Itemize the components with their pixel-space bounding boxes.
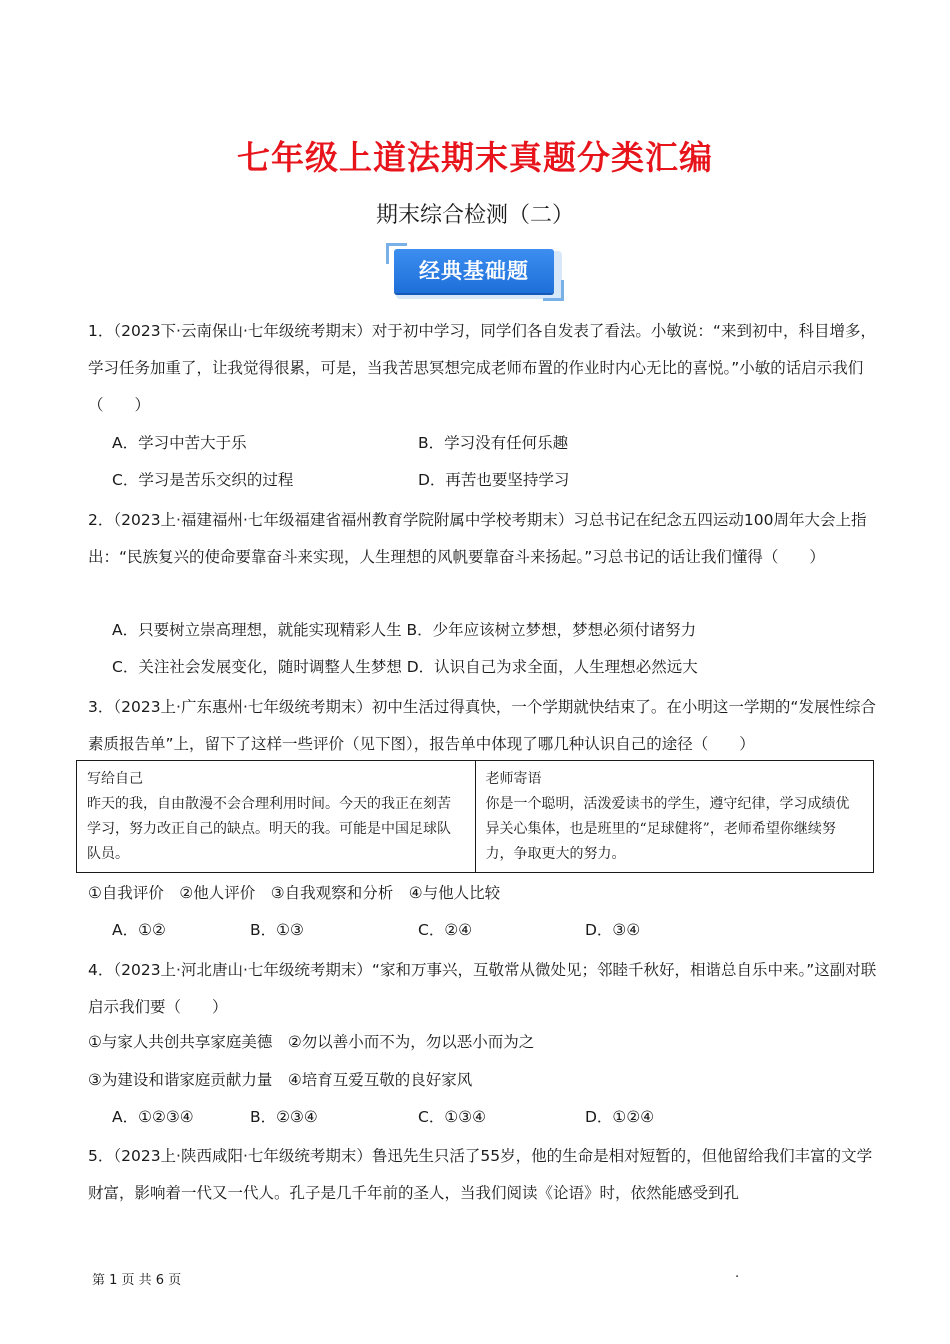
question-3-option-d: D．③④ xyxy=(585,921,641,939)
self-evaluation-body: 昨天的我，自由散漫不会合理利用时间。今天的我正在刻苦学习，努力改正自己的缺点。明天的我。可能是中国足球队队员。 xyxy=(87,796,451,862)
self-evaluation-cell xyxy=(77,761,475,872)
page-number: 第 1 页 共 6 页 xyxy=(92,1273,182,1288)
teacher-comment-cell xyxy=(475,761,874,872)
question-1-option-d: D．再苦也要坚持学习 xyxy=(418,471,570,489)
teacher-comment-body: 你是一个聪明，活泼爱读书的学生，遵守纪律，学习成绩优异关心集体，也是班里的“足球健将”，老师希望你继续努力，争取更大的努力。 xyxy=(485,796,850,862)
section-badge-label: 经典基础题 xyxy=(394,249,554,293)
question-1-text: 1．（2023下·云南保山·七年级统考期末）对于初中学习，同学们各自发表了看法。小敏说：“来到初中，科目增多，学习任务加重了，让我觉得很累，可是，当我苦思冥想完成老师布置的作业时内心无比的喜悦。”小敏的话启示我们（ ） xyxy=(88,322,876,414)
document-title: 七年级上道法期末真题分类汇编 xyxy=(237,138,713,177)
question-3-option-a: A．①② xyxy=(112,921,166,939)
question-4-option-a: A．①②③④ xyxy=(112,1108,194,1126)
teacher-comment-heading: 老师寄语 xyxy=(485,771,542,787)
question-1-option-c: C．学习是苦乐交织的过程 xyxy=(112,471,294,489)
question-1-option-a: A．学习中苦大于乐 xyxy=(112,434,247,452)
question-2-options-ab: A．只要树立崇高理想，就能实现精彩人生 B．少年应该树立梦想，梦想必须付诸努力 xyxy=(112,621,697,639)
question-2-options-cd: C．关注社会发展变化，随时调整人生梦想 D．认识自己为求全面，人生理想必然远大 xyxy=(112,658,698,676)
question-2-text: 2．（2023上·福建福州·七年级福建省福州教育学院附属中学校考期末）习总书记在纪念五四运动100周年大会上指出：“民族复兴的使命要靠奋斗来实现，人生理想的风帆要靠奋斗来扬起。”习总书记的话让我们懂得（ ） xyxy=(88,511,867,566)
question-4-option-c: C．①③④ xyxy=(418,1108,487,1126)
question-4-text: 4．（2023上·河北唐山·七年级统考期末）“家和万事兴，互敬常从微处见；邻睦千秋好，相谐总自乐中来。”这副对联启示我们要（ ） xyxy=(88,961,877,1016)
question-1-option-b: B．学习没有任何乐趣 xyxy=(418,434,569,452)
evaluation-table xyxy=(76,760,874,873)
self-evaluation-heading: 写给自己 xyxy=(87,771,143,787)
question-3-option-c: C．②④ xyxy=(418,921,473,939)
section-badge xyxy=(386,243,564,301)
question-3-text: 3．（2023上·广东惠州·七年级统考期末）初中生活过得真快，一个学期就快结束了。在小明这一学期的“发展性综合素质报告单”上，留下了这样一些评价（见下图），报告单中体现了哪几种认识自己的途径（ ） xyxy=(88,698,876,753)
document-subtitle: 期末综合检测（二） xyxy=(375,203,574,228)
question-5-text: 5．（2023上·陕西咸阳·七年级统考期末）鲁迅先生只活了55岁，他的生命是相对短暂的，但他留给我们丰富的文学财富，影响着一代又一代人。孔子是几千年前的圣人，当我们阅读《论语》时，依然能感受到孔 xyxy=(88,1147,873,1202)
question-4-items-1: ①与家人共创共享家庭美德 ②勿以善小而不为，勿以恶小而为之 xyxy=(88,1033,535,1051)
footer-dot: . xyxy=(735,1266,740,1281)
question-4-items-2: ③为建设和谐家庭贡献力量 ④培育互爱互敬的良好家风 xyxy=(88,1071,473,1089)
question-4-option-b: B．②③④ xyxy=(250,1108,318,1126)
question-3-option-b: B．①③ xyxy=(250,921,304,939)
question-4-option-d: D．①②④ xyxy=(585,1108,655,1126)
question-3-items: ①自我评价 ②他人评价 ③自我观察和分析 ④与他人比较 xyxy=(88,884,501,902)
